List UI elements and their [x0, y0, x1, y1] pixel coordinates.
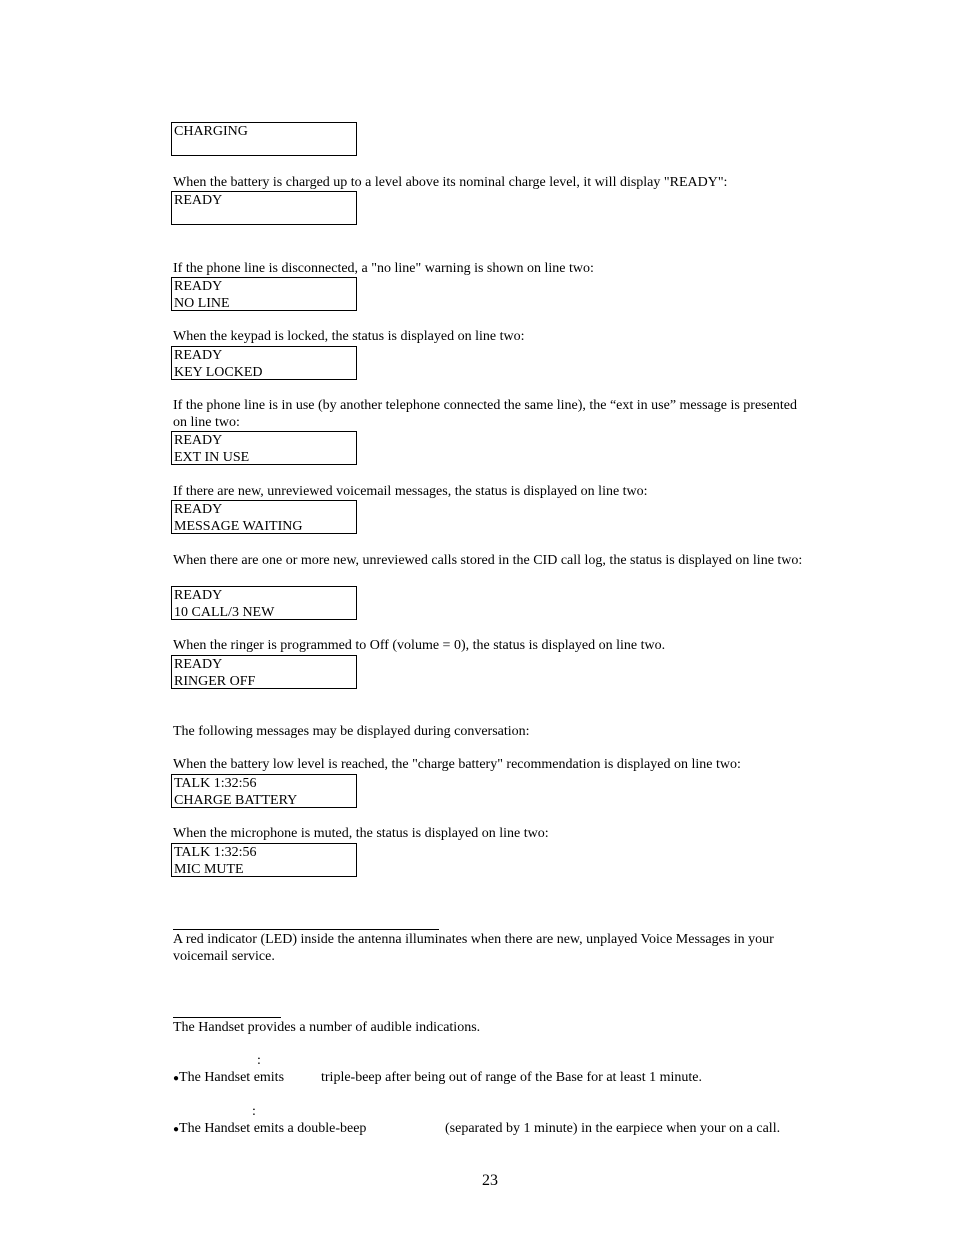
conversation-intro: The following messages may be displayed during conversation:	[173, 724, 530, 739]
chargebattery-intro: When the battery low level is reached, the "charge battery" recommendation is displayed on line two:	[173, 757, 741, 772]
lcd-line-2: KEY LOCKED	[174, 365, 263, 380]
label-colon: :	[257, 1053, 261, 1068]
msgwaiting-intro: If there are new, unreviewed voicemail messages, the status is displayed on line two:	[173, 484, 648, 499]
micmute-intro: When the microphone is muted, the status is displayed on line two:	[173, 826, 549, 841]
lcd-display-newcalls	[171, 586, 357, 620]
lcd-line-1: TALK 1:32:56	[174, 776, 257, 791]
lcd-line-1: READY	[174, 657, 223, 672]
bullet-item-2	[173, 1120, 366, 1138]
ready-intro: When the battery is charged up to a level above its nominal charge level, it will display "READY":	[173, 175, 728, 190]
lcd-line-2: RINGER OFF	[174, 674, 256, 689]
lcd-line-2	[174, 209, 356, 226]
lcd-line-2: MIC MUTE	[174, 862, 244, 877]
lcd-display-extinuse	[171, 431, 357, 465]
lcd-display-keylocked	[171, 346, 357, 380]
lcd-line-1: CHARGING	[174, 124, 248, 139]
lcd-line-1: READY	[174, 502, 223, 517]
bullet-text-a: The Handset emits	[179, 1070, 285, 1085]
extinuse-intro: If the phone line is in use (by another telephone connected the same line), the “ext in use” message is presented on line two:	[173, 398, 797, 430]
lcd-display-ready	[171, 191, 357, 225]
lcd-line-2: NO LINE	[174, 296, 230, 311]
lcd-line-1: READY	[174, 433, 223, 448]
bullet-text-b: (separated by 1 minute) in the earpiece when your on a call.	[445, 1121, 781, 1136]
keylocked-intro: When the keypad is locked, the status is displayed on line two:	[173, 329, 525, 344]
lcd-line-1: READY	[174, 193, 223, 208]
newcalls-intro: When there are one or more new, unreviewed calls stored in the CID call log, the status is displayed on line two:	[173, 553, 803, 568]
lcd-display-msgwaiting	[171, 500, 357, 534]
ringeroff-intro: When the ringer is programmed to Off (volume = 0), the status is displayed on line two.	[173, 638, 666, 653]
bullet-icon: ●	[173, 1073, 180, 1084]
label-colon: :	[252, 1104, 256, 1119]
lcd-line-2	[174, 140, 356, 157]
section-rule-led	[173, 929, 439, 930]
led-paragraph: A red indicator (LED) inside the antenna illuminates when there are new, unplayed Voice Messages in your voicemail service.	[173, 932, 774, 964]
page-number: 23	[482, 1172, 498, 1189]
lcd-line-2: EXT IN USE	[174, 450, 250, 465]
lcd-line-2: 10 CALL/3 NEW	[174, 605, 275, 620]
lcd-line-2: CHARGE BATTERY	[174, 793, 298, 808]
lcd-display-noline	[171, 277, 357, 311]
bullet-item-1	[173, 1069, 284, 1087]
lcd-display-charging	[171, 122, 357, 156]
lcd-line-1: TALK 1:32:56	[174, 845, 257, 860]
lcd-display-micmute	[171, 843, 357, 877]
lcd-line-2: MESSAGE WAITING	[174, 519, 303, 534]
bullet-icon: ●	[173, 1124, 180, 1135]
lcd-display-chargebattery	[171, 774, 357, 808]
lcd-line-1: READY	[174, 279, 223, 294]
audible-paragraph: The Handset provides a number of audible indications.	[173, 1020, 481, 1035]
noline-intro: If the phone line is disconnected, a "no line" warning is shown on line two:	[173, 261, 594, 276]
bullet-text-b: triple-beep after being out of range of the Base for at least 1 minute.	[321, 1070, 702, 1085]
bullet-text-a: The Handset emits a double-beep	[179, 1121, 367, 1136]
section-rule-audible	[173, 1017, 281, 1018]
lcd-display-ringeroff	[171, 655, 357, 689]
lcd-line-1: READY	[174, 348, 223, 363]
lcd-line-1: READY	[174, 588, 223, 603]
